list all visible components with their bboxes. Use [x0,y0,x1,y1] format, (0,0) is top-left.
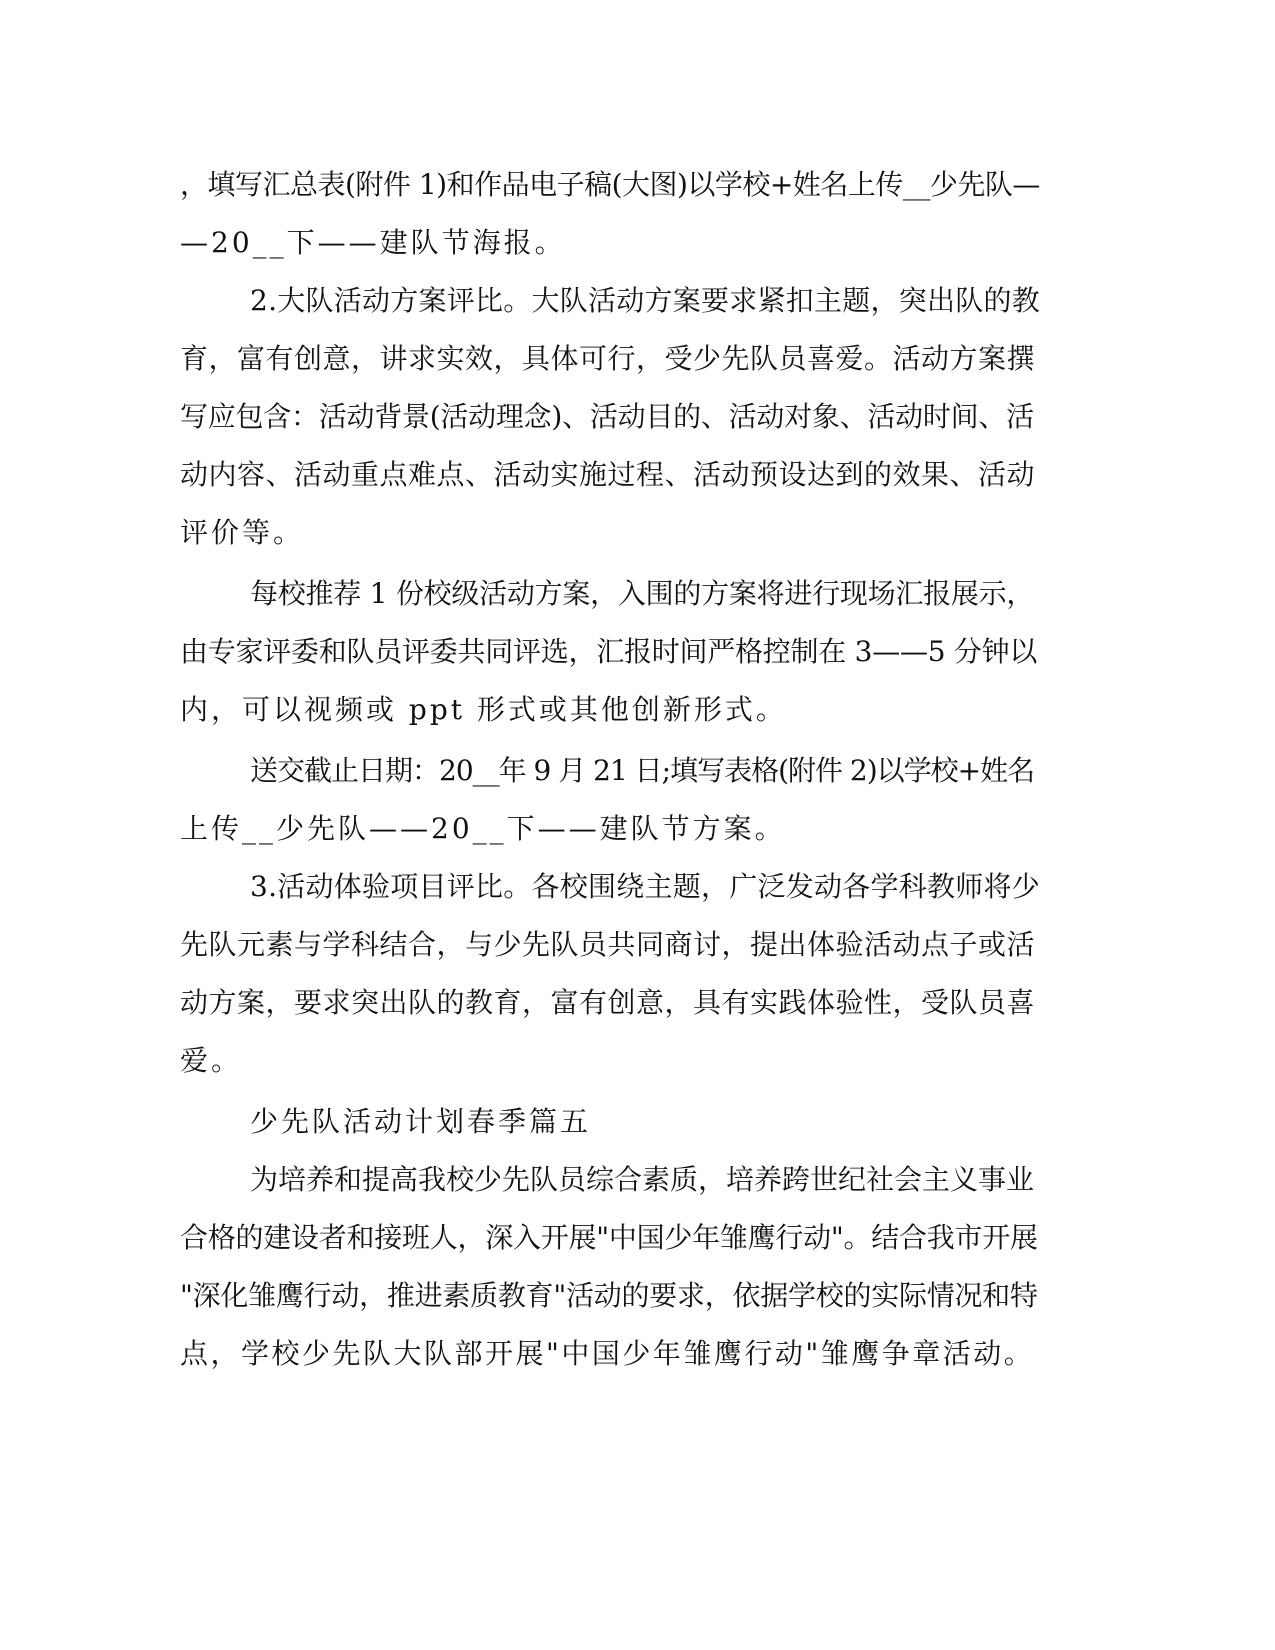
section-heading: 少先队活动计划春季篇五 [250,1105,592,1138]
text-line: 内，可以视频或 ppt 形式或其他创新形式。 [180,693,787,726]
text-line: 送交截止日期：20__年 9 月 21 日;填写表格(附件 2)以学校+姓名 [250,754,1035,787]
text-line: 3.活动体验项目评比。各校围绕主题，广泛发动各学科教师将少 [250,870,1040,903]
text-line: 动方案，要求突出队的教育，富有创意，具有实践体验性，受队员喜 [180,986,1036,1019]
text-line: 爱。 [180,1044,243,1077]
text-line: 育，富有创意，讲求实效，具体可行，受少先队员喜爱。活动方案撰 [180,342,1036,375]
text-line: 动内容、活动重点难点、活动实施过程、活动预设达到的效果、活动 [180,458,1036,491]
text-line: 点，学校少先队大队部开展"中国少年雏鹰行动"雏鹰争章活动。 [180,1337,1035,1370]
text-line: 合格的建设者和接班人，深入开展"中国少年雏鹰行动"。结合我市开展 [180,1221,1038,1254]
text-line: 为培养和提高我校少先队员综合素质，培养跨世纪社会主义事业 [250,1163,1035,1196]
text-line: 每校推荐 1 份校级活动方案，入围的方案将进行现场汇报展示， [250,577,1035,610]
text-line: 2.大队活动方案评比。大队活动方案要求紧扣主题，突出队的教 [250,284,1040,317]
text-line: 由专家评委和队员评委共同评选，汇报时间严格控制在 3——5 分钟以 [180,635,1038,668]
text-line: "深化雏鹰行动，推进素质教育"活动的要求，依据学校的实际情况和特 [180,1279,1038,1312]
text-line: ，填写汇总表(附件 1)和作品电子稿(大图)以学校+姓名上传__少先队— [180,168,1040,201]
text-line: 写应包含：活动背景(活动理念)、活动目的、活动对象、活动时间、活 [180,400,1034,433]
text-line: 上传__少先队——20__下——建队节方案。 [180,812,786,845]
text-line: 评价等。 [180,516,305,549]
text-line: 先队元素与学科结合，与少先队员共同商讨，提出体验活动点子或活 [180,928,1036,961]
text-line: —20__下——建队节海报。 [180,226,566,259]
